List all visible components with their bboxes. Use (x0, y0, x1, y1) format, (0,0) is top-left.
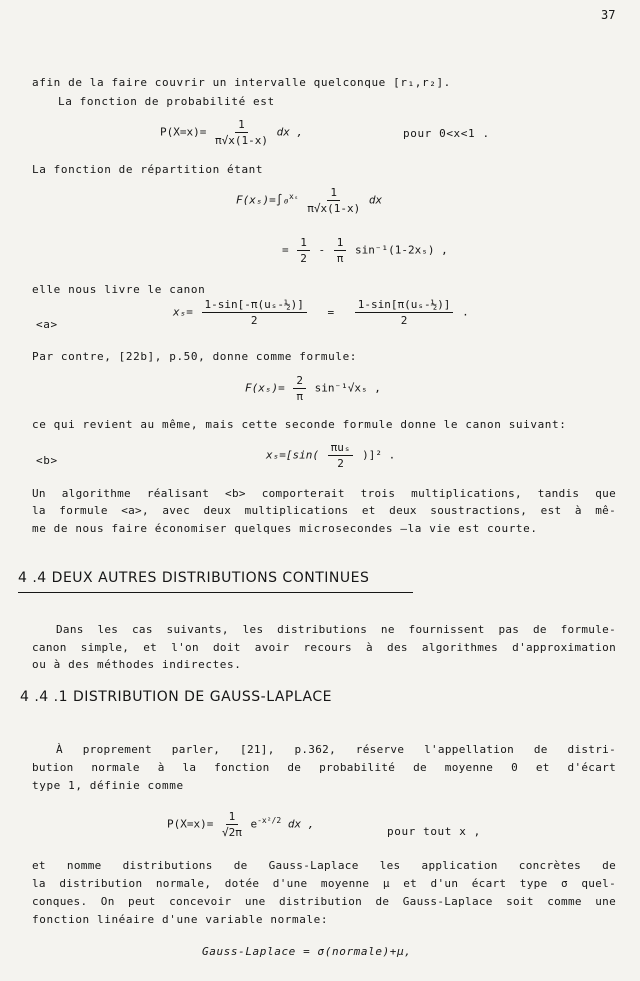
paragraph-line: la formule <a>, avec deux multiplications et deux soustractions, est à mê- (32, 504, 616, 517)
eq-equals: = (327, 305, 335, 319)
fraction-denominator: 2 (400, 314, 408, 327)
fraction-numerator: 1 (235, 118, 248, 133)
eq-lhs: P(X=x)= (167, 817, 214, 831)
fraction-denominator: 2 (250, 314, 258, 327)
equation-gauss-laplace: Gauss-Laplace = σ(normale)+μ, (202, 945, 412, 958)
text-line: elle nous livre le canon (32, 283, 206, 296)
paragraph-line: bution normale à la fonction de probabilité de moyenne 0 et d'écart (32, 761, 616, 774)
eq-lhs: xₛ=[sin( (266, 448, 319, 462)
equation-condition: pour tout x , (387, 825, 481, 838)
paragraph-line: me de nous faire économiser quelques microsecondes —la vie est courte. (32, 522, 538, 535)
fraction (215, 118, 268, 147)
eq-lhs: P(X=x)= (160, 125, 207, 139)
text-line: ce qui revient au même, mais cette seconde formule donne le canon suivant: (32, 418, 567, 431)
equation-distribution-result (282, 236, 448, 265)
subsection-heading: 4 .4 .1 DISTRIBUTION DE GAUSS-LAPLACE (20, 689, 332, 705)
eq-exponent: -x²/2 (257, 815, 282, 825)
section-heading: 4 .4 DEUX AUTRES DISTRIBUTIONS CONTINUES (18, 570, 370, 586)
fraction (355, 298, 454, 327)
fraction-denominator: π√x(1-x) (307, 202, 361, 215)
eq-dx: dx (368, 193, 383, 207)
fraction-denominator: 2 (300, 252, 307, 265)
paragraph-line: la distribution normale, dotée d'une moyenne μ et d'un écart type σ quel- (32, 877, 616, 890)
fraction-numerator: 1 (334, 236, 347, 251)
fraction-numerator: 1-sin[π(uₛ-½)] (355, 298, 454, 313)
paragraph-line: ou à des méthodes indirectes. (32, 658, 242, 671)
eq-end: . (462, 305, 469, 319)
text-line: La fonction de répartition étant (32, 163, 264, 176)
paragraph-line: canon simple, et l'on doit avoir recours à des algorithmes d'approximation (32, 641, 616, 654)
text-line: afin de la faire couvrir un intervalle quelconque [r₁,r₂]. (32, 76, 451, 89)
eq-minus: - (318, 243, 332, 257)
section-underline (18, 592, 413, 593)
eq-tail: sin⁻¹√xₛ , (314, 381, 381, 395)
text-line: Par contre, [22b], p.50, donne comme formule: (32, 350, 358, 363)
paragraph-line: fonction linéaire d'une variable normale: (32, 913, 329, 926)
fraction-numerator: πuₛ (328, 441, 354, 456)
fraction-numerator: 1 (297, 236, 310, 251)
fraction (334, 236, 347, 265)
paragraph-line: type 1, définie comme (32, 779, 184, 792)
eq-lhs: F(xₛ)=∫₀ (236, 193, 289, 207)
eq-tail: sin⁻¹(1-2xₛ) , (355, 243, 448, 257)
eq-equals: = (282, 243, 289, 257)
fraction (328, 441, 354, 470)
paragraph-line: À proprement parler, [21], p.362, réserve l'appellation de distri- (56, 743, 616, 756)
eq-lhs: F(xₛ)= (245, 381, 285, 395)
fraction-denominator: π (336, 252, 344, 265)
fraction-denominator: π (296, 390, 303, 403)
equation-alt-formula (245, 374, 381, 403)
label-b: <b> (36, 454, 58, 467)
fraction (222, 810, 242, 839)
equation-distribution (236, 186, 382, 215)
fraction-denominator: π√x(1-x) (214, 134, 268, 147)
paragraph-line: Un algorithme réalisant <b> comporterait trois multiplications, tandis que (32, 487, 616, 500)
fraction (307, 186, 360, 215)
paragraph-line: et nomme distributions de Gauss-Laplace les application concrètes de (32, 859, 616, 872)
fraction-numerator: 2 (293, 374, 306, 389)
paragraph-line: conques. On peut concevoir une distribution de Gauss-Laplace soit comme une (32, 895, 616, 908)
fraction (297, 236, 310, 265)
page-number: 37 (601, 8, 616, 22)
fraction-numerator: 1 (226, 810, 239, 825)
equation-canon-a (173, 298, 469, 327)
eq-tail: )]² . (362, 448, 396, 462)
eq-dx: dx , (276, 125, 304, 139)
text-line: La fonction de probabilité est (58, 95, 275, 108)
equation-gaussian (167, 810, 314, 839)
equation-condition: pour 0<x<1 . (403, 127, 490, 140)
integral-upper-limit: xₛ (288, 191, 299, 201)
eq-dx: dx , (287, 817, 315, 831)
fraction-denominator: 2 (337, 457, 344, 470)
equation-probability (160, 118, 303, 147)
fraction-denominator: √2π (221, 826, 242, 839)
fraction-numerator: 1 (327, 186, 340, 201)
fraction-numerator: 1-sin[-π(uₛ-½)] (202, 298, 307, 313)
fraction (202, 298, 307, 327)
label-a: <a> (36, 318, 58, 331)
equation-canon-b (266, 441, 395, 470)
eq-lhs: xₛ= (173, 305, 193, 319)
fraction (293, 374, 306, 403)
eq-exponential: e (250, 817, 258, 831)
paragraph-line: Dans les cas suivants, les distributions ne fournissent pas de formule- (56, 623, 616, 636)
